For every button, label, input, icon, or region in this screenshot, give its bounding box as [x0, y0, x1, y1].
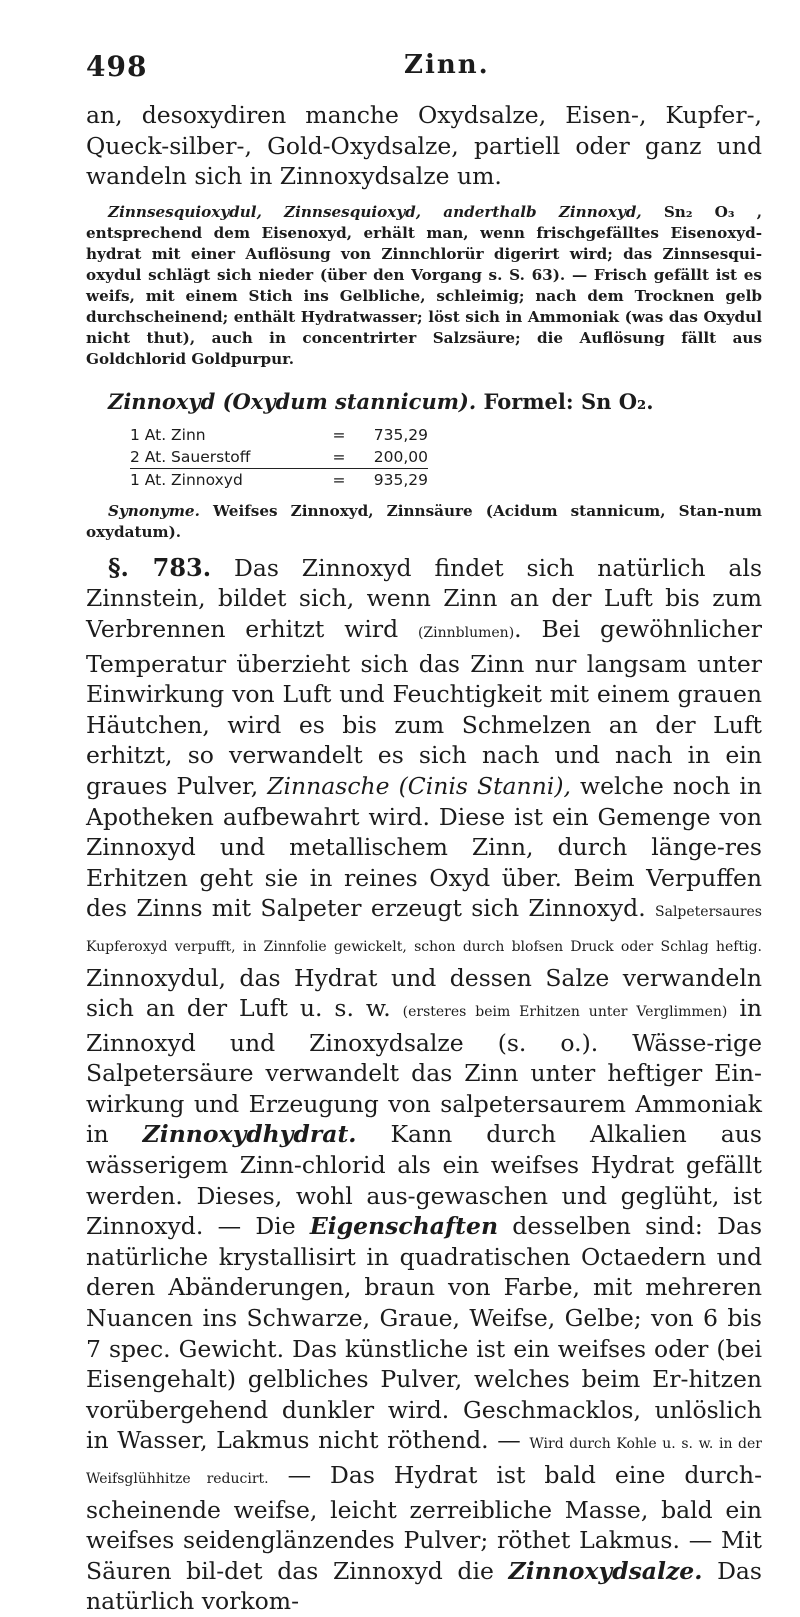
- section-text-8: — Das Hydrat ist bald eine durch-scheinende weifse, leicht zerreibliche Masse, bald ein weifses seidenglänzendes Pulver; röthet Lakmus. — Mit Säuren bil-det das Zinnoxyd die: [86, 1461, 763, 1585]
- composition-value: 935,29: [358, 468, 428, 491]
- section-note-3: (ersteres beim Erhitzen unter Verglimmen): [402, 1004, 728, 1021]
- composition-equals: =: [332, 425, 346, 444]
- sesquioxyd-formula: Sn₂ O₃ ,: [641, 202, 762, 221]
- paragraph-sesquioxyd: [86, 202, 762, 370]
- synonyme-text: Weifses Zinnoxyd, Zinnsäure (Acidum stannicum, Stan-num oxydatum).: [86, 501, 762, 541]
- zinnoxyd-heading: [108, 388, 762, 416]
- section-text-1: Das Zinnoxyd findet sich natürlich als Zinnstein, bildet sich, wenn Zinn an der Luft bis zum Verbrennen erhitzt wird: [86, 553, 763, 643]
- zinnoxyd-name: Zinnoxyd: [108, 388, 216, 414]
- section-text-9: Das natürlich vorkom-: [86, 1556, 762, 1616]
- sesquioxyd-term: Zinnsesquioxydul, Zinnsesquioxyd, anderthalb Zinnoxyd,: [108, 202, 642, 221]
- page-number: 498: [86, 50, 148, 83]
- composition-equals: =: [332, 447, 346, 466]
- composition-label: 1 At. Zinnoxyd: [130, 468, 320, 491]
- section-text-5: in Zinnoxyd und Zinoxydsalze (s. o.). Wässe-rige Salpetersäure verwandelt das Zinn unter heftiger Ein-wirkung und Erzeugung von salpetersaurem Ammoniak in: [86, 994, 762, 1149]
- zinnoxyd-latin: (Oxydum stannicum).: [222, 388, 477, 414]
- section-text-6: Kann durch Alkalien aus wässerigem Zinn-chlorid als ein weifses Hydrat gefällt werden. Dieses, wohl aus-gewaschen und geglüht, ist Zinnoxyd. — Die: [86, 1120, 762, 1241]
- section-term-zinnasche: Zinnasche (Cinis Stanni),: [267, 771, 571, 800]
- section-term-hydrat: Zinnoxydhydrat.: [142, 1120, 357, 1149]
- section-text-4: Zinnoxydul, das Hydrat und dessen Salze verwandeln sich an der Luft u. s. w.: [86, 963, 762, 1023]
- synonyme-lead: Synonyme.: [108, 501, 200, 520]
- section-term-salze: Zinnoxydsalze.: [508, 1556, 703, 1585]
- section-note-4: Wird durch Kohle u. s. w. in der Weifsglühhitze reducirt.: [86, 1436, 762, 1487]
- table-row: [130, 446, 428, 469]
- page-body: [86, 100, 762, 1617]
- page-header: [86, 50, 760, 90]
- section-note-2: Salpetersaures Kupferoxyd verpufft, in Zinnfolie gewickelt, schon durch blofsen Druck oder Schlag heftig.: [86, 904, 762, 955]
- composition-equals: =: [320, 468, 358, 491]
- table-row: [130, 468, 428, 491]
- sesquioxyd-text: entsprechend dem Eisenoxyd, erhält man, wenn frischgefälltes Eisenoxyd-hydrat mit einer Auflösung von Zinnchlorür digerirt wird; das Zinnsesqui-oxydul schlägt sich nieder (über den Vorgang s. S. 63). — Frisch gefällt ist es weifs, mit einem Stich ins Gelbliche, schleimig; nach dem Trocknen gelb durchscheinend; enthält Hydratwasser; löst sich in Ammoniak (was das Oxydul nicht thut), auch in concentrirter Salzsäure; die Auflösung fällt aus Goldchlorid Goldpurpur.: [86, 223, 762, 368]
- section-term-eigenschaften: Eigenschaften: [309, 1212, 499, 1241]
- section-text-3: welche noch in Apotheken aufbewahrt wird. Diese ist ein Gemenge von Zinnoxyd und metallischem Zinn, durch länge-res Erhitzen geht sie in reines Oxyd über. Beim Verpuffen des Zinns mit Salpeter erzeugt sich Zinnoxyd.: [86, 771, 762, 923]
- section-number: §. 783.: [108, 552, 212, 582]
- running-head: Zinn.: [404, 50, 490, 80]
- zinnoxyd-formula: Formel: Sn O₂.: [483, 388, 654, 414]
- table-row: [130, 424, 428, 446]
- composition-table: [130, 424, 428, 491]
- section-text-7: desselben sind: Das natürliche krystallisirt in quadratischen Octaedern und deren Abänderungen, braun von Farbe, mit mehreren Nuancen ins Schwarze, Graue, Weifse, Gelbe; von 6 bis 7 spec. Gewicht. Das künstliche ist ein weifses oder (bei Eisengehalt) gelbliches Pulver, welches beim Er-hitzen vorübergehend dunkler wird. Geschmacklos, unlöslich in Wasser, Lakmus nicht röthend. —: [86, 1212, 763, 1455]
- composition-label: 2 At. Sauerstoff: [130, 447, 251, 466]
- composition-value: 200,00: [373, 447, 428, 466]
- paragraph-section-783: [86, 553, 762, 1617]
- composition-label: 1 At. Zinn: [130, 425, 206, 444]
- paragraph-synonyme: [86, 501, 762, 543]
- section-note-1: (Zinnblumen): [417, 624, 515, 641]
- paragraph-intro: an, desoxydiren manche Oxydsalze, Eisen-, Kupfer-, Queck-silber-, Gold-Oxydsalze, partiell oder ganz und wandeln sich in Zinnoxydsalze um.: [86, 101, 762, 191]
- composition-value: 735,29: [373, 425, 428, 444]
- section-text-2: . Bei gewöhnlicher Temperatur überzieht sich das Zinn nur langsam unter Einwirkung von Luft und Feuchtigkeit mit einem grauen Häutchen, wird es bis zum Schmelzen an der Luft erhitzt, so verwandelt es sich nach und nach in ein graues Pulver,: [86, 614, 762, 800]
